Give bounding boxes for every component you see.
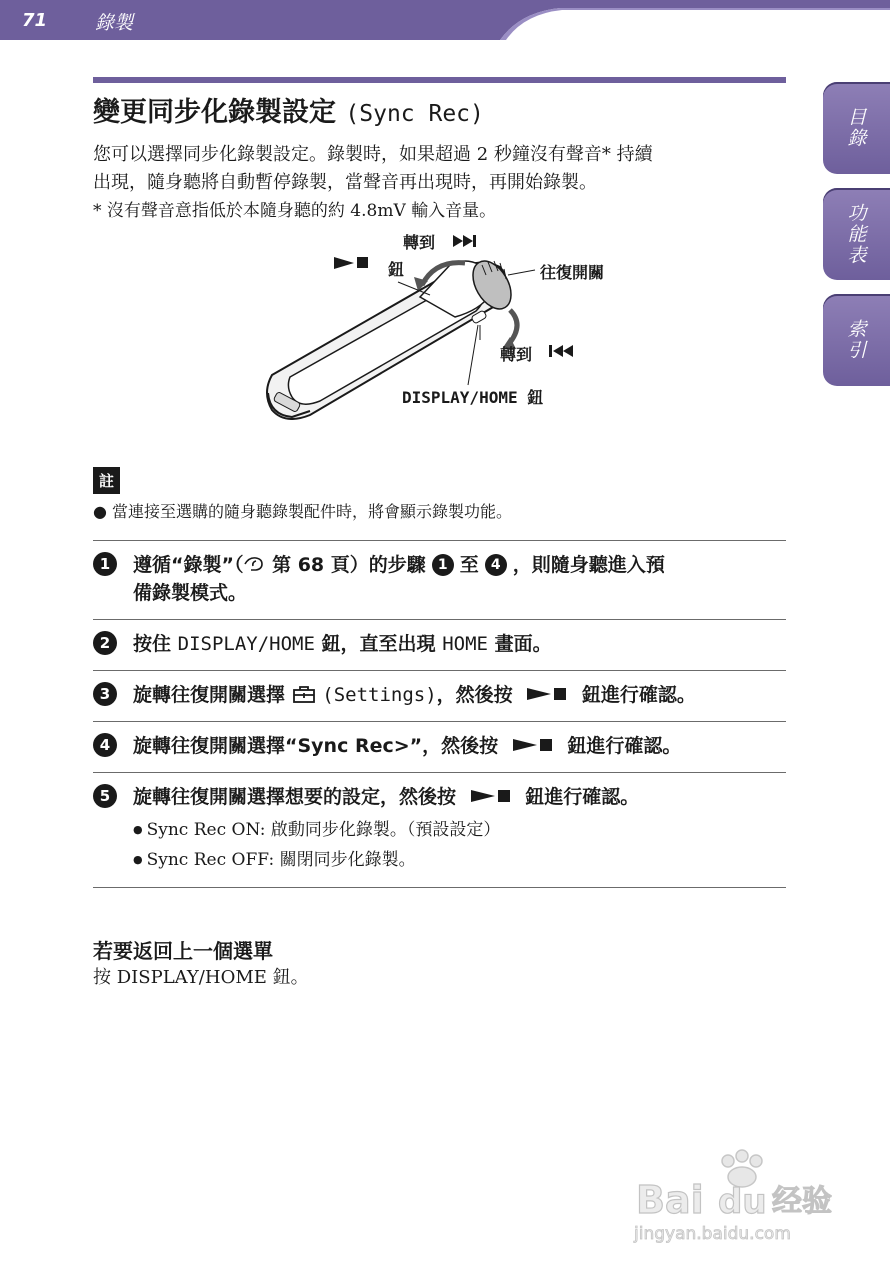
option-list [133,815,786,875]
step-text: HOME [442,633,488,655]
step-4 [93,722,786,772]
baidu-watermark [632,1147,842,1247]
steps-list [93,540,786,888]
step-text: 畫面。 [494,633,552,655]
play-stop-icon [469,788,513,804]
label-prev: 轉到 [500,345,533,364]
step-text: 旋轉往復開關選擇 [133,684,286,706]
watermark-brand2: du [718,1182,767,1222]
step-text: 第 68 頁）的步驟 [265,554,426,576]
index-tab[interactable] [823,294,890,386]
intro-footnote: * 沒有聲音意指低於本隨身聽的約 4.8mV 輸入音量。 [93,201,497,221]
watermark-url: jingyan.baidu.com [634,1224,791,1244]
menu-tab-label: 功能表 [844,202,867,266]
return-text: 按 DISPLAY/HOME 鈕。 [93,967,309,988]
step-text: 鈕進行確認。 [525,786,640,808]
baidu-paw-logo [632,1147,842,1247]
next-track-icon [453,235,476,247]
page-number: 71 [22,10,48,31]
step-number: 2 [93,631,117,655]
step-text: 備錄製模式。 [133,582,248,604]
title-rule [93,77,786,83]
option-sync-rec-off: ● Sync Rec OFF: 關閉同步化錄製。 [133,845,786,875]
step-1 [93,541,786,619]
note-content: 當連接至選購的隨身聽錄製配件時，將會顯示錄製功能。 [112,502,513,521]
step-text: 鈕，直至出現 [321,633,436,655]
step-text: 鈕進行確認。 [567,735,682,757]
play-stop-icon [525,686,569,702]
index-tab-label: 索引 [844,319,867,361]
divider [93,887,786,888]
label-next: 轉到 [403,233,436,252]
return-heading: 若要返回上一個選單 [93,939,273,963]
step-ref-a: 1 [432,554,454,576]
step-2 [93,620,786,670]
title-main: 變更同步化錄製設定 [93,97,336,128]
step-text: 按住 [133,633,172,655]
step-text: 至 [459,554,479,576]
step-number: 4 [93,733,117,757]
page-title [93,90,484,129]
step-number: 3 [93,682,117,706]
settings-toolbox-icon [292,684,316,704]
step-text: DISPLAY/HOME [177,633,315,655]
title-sub: (Sync Rec) [345,101,484,127]
step-text: ，則隨身聽進入預 [512,554,665,576]
label-display-home: DISPLAY/HOME 鈕 [402,388,544,407]
step-text: ，然後按 [436,684,513,706]
label-shuttle: 往復開關 [540,263,605,282]
step-text: 旋轉往復開關選擇想要的設定，然後按 [133,786,457,808]
toc-tab[interactable] [823,82,890,174]
menu-tab[interactable] [823,188,890,280]
step-number: 1 [93,552,117,576]
option-sync-rec-on: ● Sync Rec ON: 啟動同步化錄製。（預設設定） [133,815,786,845]
toc-tab-label: 目錄 [844,107,867,149]
play-stop-icon [511,737,555,753]
note-badge: 註 [93,467,120,494]
device-illustration [250,225,640,420]
label-play-button: 鈕 [388,260,405,279]
step-ref-b: 4 [485,554,507,576]
watermark-brand: Bai [636,1178,704,1222]
header-band [0,0,890,40]
step-text: (Settings) [322,684,437,706]
note-text: ● 當連接至選購的隨身聽錄製配件時，將會顯示錄製功能。 [93,502,513,521]
intro-line-2: 出現，隨身聽將自動暫停錄製，當聲音再出現時，再開始錄製。 [93,172,597,193]
intro-line-1: 您可以選擇同步化錄製設定。錄製時，如果超過 2 秒鐘沒有聲音* 持續 [93,144,653,165]
watermark-brand-cn: 经验 [772,1184,832,1219]
reference-icon [243,555,265,573]
step-5 [93,773,786,887]
step-number: 5 [93,784,117,808]
step-text: 遵循“錄製”（ [133,554,244,576]
prev-track-icon [549,345,573,357]
step-3 [93,671,786,721]
play-stop-icon [334,257,368,269]
section-name: 錄製 [95,12,134,34]
step-text: 鈕進行確認。 [581,684,696,706]
intro-text [93,141,783,225]
step-text: 旋轉往復開關選擇“Sync Rec>”，然後按 [133,735,499,757]
